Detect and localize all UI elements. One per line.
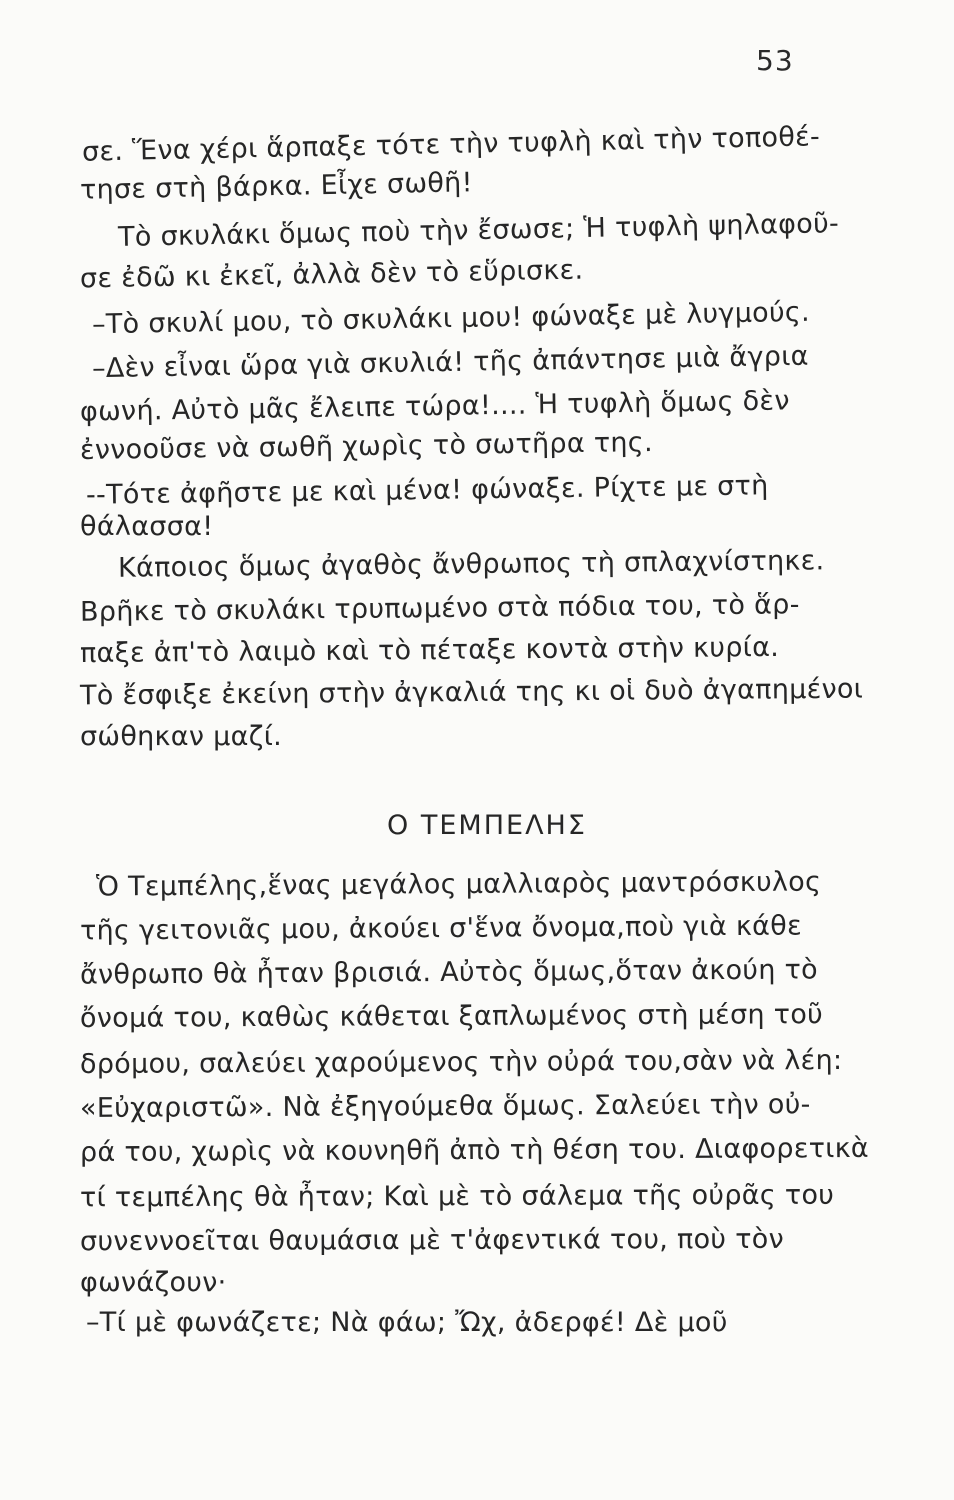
text-line: Βρῆκε τὸ σκυλάκι τρυπωμένο στὰ πόδια του, τὸ ἅρ- (79, 589, 800, 628)
text-line: «Εὐχαριστῶ». Νὰ ἐξηγούμεθα ὅμως. Σαλεύει τὴν οὐ- (79, 1089, 811, 1124)
text-line: --Τότε ἀφῆστε με καὶ μένα! φώναξε. Ρίχτε με στὴ (85, 470, 769, 511)
text-line: Ὁ Τεμπέλης,ἕνας μεγάλος μαλλιαρὸς μαντρόσκυλος (95, 866, 822, 903)
page-number: 53 (756, 44, 794, 77)
text-line: –Τί μὲ φωνάζετε; Νὰ φάω; Ὤχ, ἀδερφέ! Δὲ μοῦ (86, 1307, 728, 1338)
text-line: σώθηκαν μαζί. (80, 721, 283, 752)
text-line: δρόμου, σαλεύει χαρούμενος τὴν οὐρά του,σὰν νὰ λέη: (79, 1045, 843, 1080)
text-line: Κάποιος ὅμως ἀγαθὸς ἄνθρωπος τὴ σπλαχνίστηκε. (117, 545, 825, 584)
text-line: τησε στὴ βάρκα. Εἶχε σωθῆ! (79, 167, 473, 206)
text-line: ἐννοοῦσε νὰ σωθῆ χωρὶς τὸ σωτῆρα της. (79, 427, 654, 466)
text-line: παξε ἀπ'τὸ λαιμὸ καὶ τὸ πέταξε κοντὰ στὴν κυρία. (79, 631, 780, 670)
text-line: τῆς γειτονιᾶς μου, ἀκούει σ'ἕνα ὄνομα,ποὺ γιὰ κάθε (79, 910, 803, 947)
text-line: –Τὸ σκυλί μου, τὸ σκυλάκι μου! φώναξε μὲ λυγμούς. (91, 296, 811, 341)
text-line: ὄνομά του, καθὼς κάθεται ξαπλωμένος στὴ μέση τοῦ (79, 999, 824, 1034)
text-line: θάλασσα! (80, 511, 214, 542)
text-line: Τὸ σκυλάκι ὅμως ποὺ τὴν ἔσωσε; Ἡ τυφλὴ ψηλαφοῦ- (117, 208, 840, 253)
text-line: φωνάζουν· (80, 1267, 227, 1298)
text-line: –Δὲν εἶναι ὥρα γιὰ σκυλιά! τῆς ἀπάντησε μιὰ ἄγρια (91, 340, 809, 385)
text-line: σε. Ἕνα χέρι ἅρπαξε τότε τὴν τυφλὴ καὶ τὴν τοποθέ- (81, 121, 821, 168)
text-line: φωνή. Αὐτὸ μᾶς ἔλειπε τώρα!.... Ἡ τυφλὴ ὅμως δὲν (79, 385, 790, 428)
text-line: ρά του, χωρὶς νὰ κουνηθῆ ἀπὸ τὴ θέση του. Διαφορετικὰ (79, 1132, 870, 1169)
section-heading: Ο ΤΕΜΠΕΛΗΣ (387, 810, 587, 841)
text-line: συνεννοεῖται θαυμάσια μὲ τ'ἀφεντικά του, ποὺ τὸν (79, 1223, 785, 1258)
text-line: σε ἐδῶ κι ἐκεῖ, ἀλλὰ δὲν τὸ εὕρισκε. (79, 254, 584, 295)
text-line: ἄνθρωπο θὰ ἦταν βρισιά. Αὐτὸς ὅμως,ὅταν ἀκούη τὸ (79, 954, 819, 991)
text-line: τί τεμπέλης θὰ ἦταν; Καὶ μὲ τὸ σάλεμα τῆς οὐρᾶς του (79, 1179, 835, 1214)
text-line: Τὸ ἔσφιξε ἐκείνη στὴν ἀγκαλιά της κι οἱ δυὸ ἀγαπημένοι (79, 673, 864, 712)
